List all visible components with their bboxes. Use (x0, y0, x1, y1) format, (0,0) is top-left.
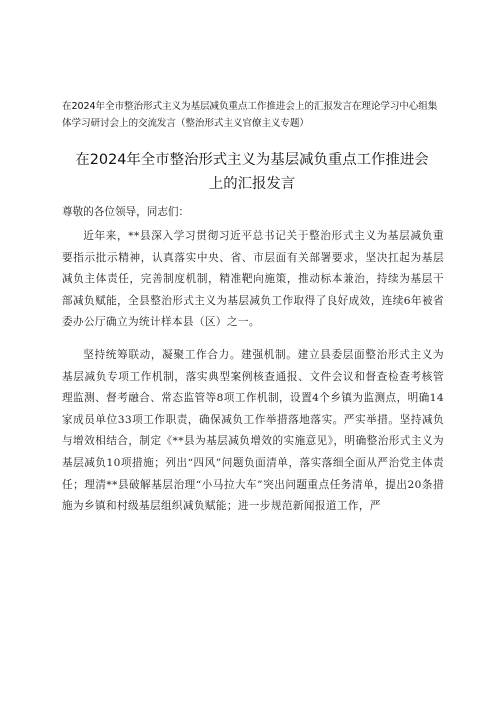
document-body (62, 201, 444, 518)
document-header: 在2024年全市整治形式主义为基层减负重点工作推进会上的汇报发言在理论学习中心组集体学习研讨会上的交流发言（整治形式主义官僚主义专题） (62, 101, 438, 129)
paragraph-1: 近年来，**县深入学习贯彻习近平总书记关于整治形式主义为基层减负重要指示批示精神，认真落实中央、省、市层面有关部署要求，坚决扛起为基层减负主体责任，完善制度机制，精准靶向施策，推动标本兼治，持续为基层干部减负赋能，全县整治形式主义为基层减负工作取得了良好成效，连续6年被省委办公厅确立为统计样本县（区）之一。 (62, 230, 444, 329)
paragraph-2: 坚持统筹联动，凝聚工作合力。建强机制。建立县委层面整治形式主义为基层减负专项工作机制，落实典型案例核查通报、文件会议和督查检查考核管理监测、督考融合、常态监管等8项工作机制，设置4个乡镇为监测点，明确14家成员单位33项工作职责，确保减负工作举措落地落实。严实举措。坚持减负与增效相结合，制定《**县为基层减负增效的实施意见》，明确整治形式主义为基层减负10项措施；列出“四风”问题负面清单，落实落细全面从严治党主体责任；理清**县破解基层治理“小马拉大车”突出问题重点任务清单，提出20条措施为乡镇和村级基层组织减负赋能；进一步规范新闻报道工作，严 (62, 348, 444, 513)
document-title (62, 148, 442, 196)
document-title-line-2: 上的汇报发言 (208, 176, 296, 192)
document-title-line-1: 在2024年全市整治形式主义为基层减负重点工作推进会 (75, 152, 429, 168)
salutation: 尊敬的各位领导，同志们： (62, 206, 190, 218)
